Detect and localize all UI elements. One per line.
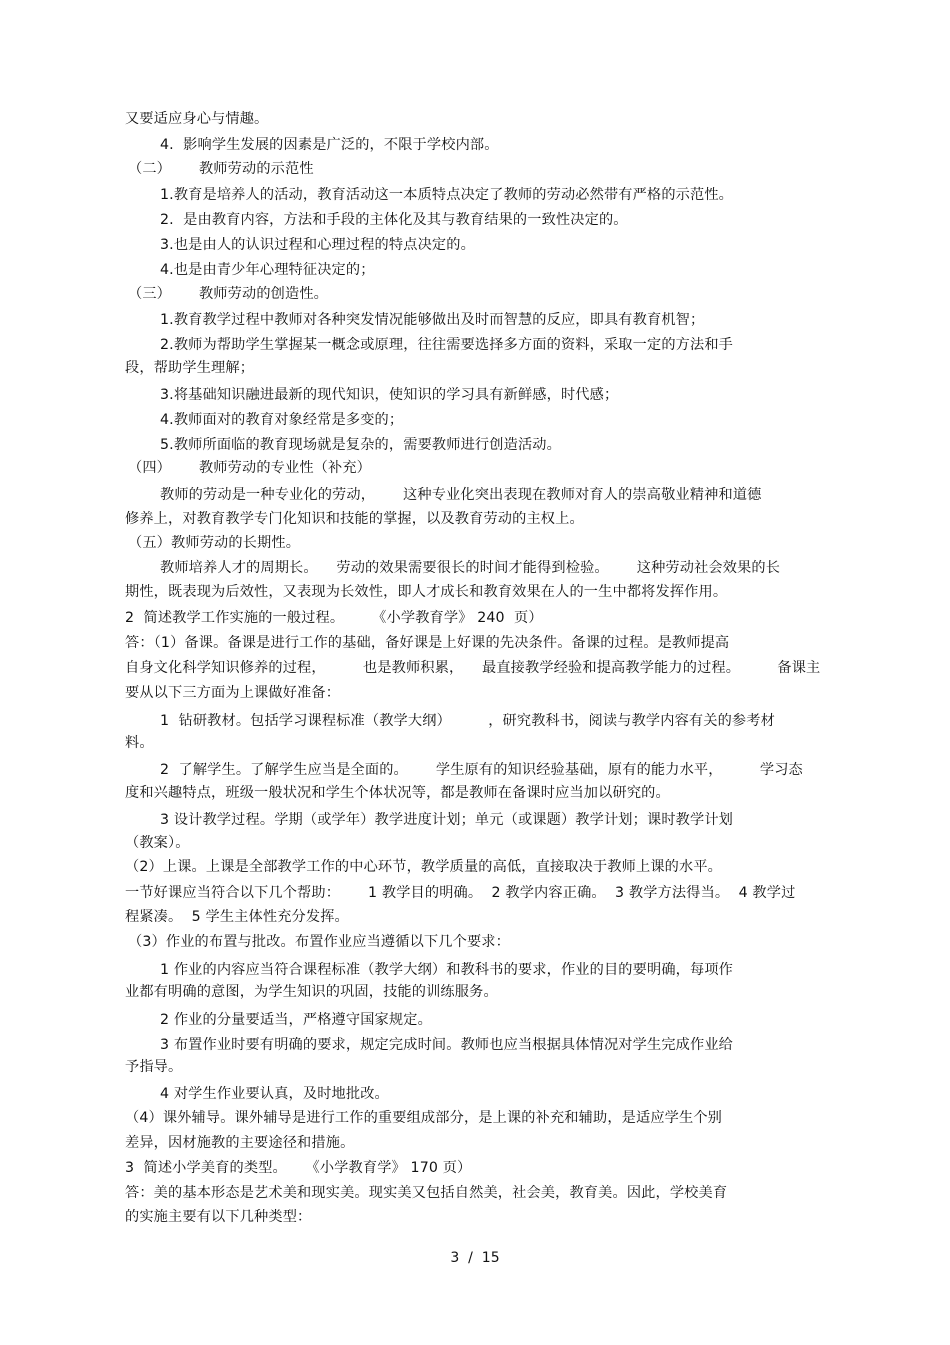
section-heading: （五）教师劳动的长期性。 (128, 535, 301, 551)
text-line: （2）上课。上课是全部教学工作的中心环节，教学质量的高低，直接取决于教师上课的水平。 (125, 859, 723, 875)
text-line: 要从以下三方面为上课做好准备： (125, 685, 341, 701)
question-heading: 2 简述教学工作实施的一般过程。 《小学教育学》 240 页） (125, 610, 543, 626)
text-line: 1 作业的内容应当符合课程标准（教学大纲）和教科书的要求，作业的目的要明确，每项作 (160, 962, 734, 978)
question-heading: 3 简述小学美育的类型。 《小学教育学》 170 页） (125, 1160, 472, 1176)
text-line: 4. 影响学生发展的因素是广泛的，不限于学校内部。 (160, 137, 499, 153)
text-line: 答：美的基本形态是艺术美和现实美。现实美又包括自然美，社会美，教育美。因此，学校美育 (125, 1185, 728, 1201)
text-line: 1.教育教学过程中教师对各种突发情况能够做出及时而智慧的反应，即具有教育机智； (160, 312, 705, 328)
text-line: 予指导。 (125, 1059, 183, 1075)
text-line: 4.也是由青少年心理特征决定的； (160, 262, 375, 278)
text-line: 段，帮助学生理解； (125, 360, 255, 376)
text-line: 2 了解学生。了解学生应当是全面的。 学生原有的知识经验基础，原有的能力水平， 学习态 (160, 762, 803, 778)
text-line: 自身文化科学知识修养的过程， 也是教师积累， 最直接教学经验和提高教学能力的过程。 备课主 (125, 660, 821, 676)
text-line: 程紧凑。 5 学生主体性充分发挥。 (125, 909, 349, 925)
text-line: （3）作业的布置与批改。布置作业应当遵循以下几个要求： (128, 934, 510, 950)
text-line: 业都有明确的意图，为学生知识的巩固，技能的训练服务。 (125, 984, 498, 1000)
text-line: 5.教师所面临的教育现场就是复杂的，需要教师进行创造活动。 (160, 437, 561, 453)
section-heading: （三） 教师劳动的创造性。 (128, 286, 329, 302)
text-line: 差异，因材施教的主要途径和措施。 (125, 1135, 355, 1151)
text-line: 一节好课应当符合以下几个帮助： 1 教学目的明确。 2 教学内容正确。 3 教学方法得当。 4 教学过 (125, 885, 796, 901)
text-line: 3.也是由人的认识过程和心理过程的特点决定的。 (160, 237, 475, 253)
text-line: 2 作业的分量要适当，严格遵守国家规定。 (160, 1012, 432, 1028)
text-line: 教师培养人才的周期长。 劳动的效果需要很长的时间才能得到检验。 这种劳动社会效果的长 (160, 560, 781, 576)
section-heading: （二） 教师劳动的示范性 (128, 161, 314, 177)
text-line: 1.教育是培养人的活动，教育活动这一本质特点决定了教师的劳动必然带有严格的示范性。 (160, 187, 734, 203)
text-line: 3.将基础知识融进最新的现代知识，使知识的学习具有新鲜感，时代感； (160, 387, 619, 403)
text-line: 教师的劳动是一种专业化的劳动， 这种专业化突出表现在教师对育人的崇高敬业精神和道德 (160, 487, 762, 503)
text-line: 3 设计教学过程。学期（或学年）教学进度计划；单元（或课题）教学计划；课时教学计划 (160, 812, 734, 828)
text-line: 的实施主要有以下几种类型： (125, 1209, 312, 1225)
text-line: 2. 是由教育内容，方法和手段的主体化及其与教育结果的一致性决定的。 (160, 212, 628, 228)
text-line: （4）课外辅导。课外辅导是进行工作的重要组成部分，是上课的补充和辅助，是适应学生个别 (125, 1110, 723, 1126)
text-line: 4.教师面对的教育对象经常是多变的； (160, 412, 404, 428)
text-line: （教案）。 (125, 835, 190, 851)
text-line: 3 布置作业时要有明确的要求，规定完成时间。教师也应当根据具体情况对学生完成作业给 (160, 1037, 734, 1053)
text-line: 修养上，对教育教学专门化知识和技能的掌握，以及教育劳动的主权上。 (125, 511, 584, 527)
text-line: 答：（1）备课。备课是进行工作的基础，备好课是上好课的先决条件。备课的过程。是教师提高 (125, 635, 730, 651)
text-line: 度和兴趣特点，班级一般状况和学生个体状况等，都是教师在备课时应当加以研究的。 (125, 785, 670, 801)
section-heading: （四） 教师劳动的专业性（补充） (128, 460, 372, 476)
text-line: 2.教师为帮助学生掌握某一概念或原理，往往需要选择多方面的资料，采取一定的方法和手 (160, 337, 734, 353)
text-line: 又要适应身心与情趣。 (125, 111, 269, 127)
text-line: 1 钻研教材。包括学习课程标准（教学大纲） ，研究教科书，阅读与教学内容有关的参考材 (160, 713, 775, 729)
text-line: 4 对学生作业要认真，及时地批改。 (160, 1086, 389, 1102)
text-line: 料。 (125, 735, 154, 751)
text-line: 期性，既表现为后效性，又表现为长效性，即人才成长和教育效果在人的一生中都将发挥作用。 (125, 584, 728, 600)
page-number: 3 / 15 (450, 1250, 500, 1266)
